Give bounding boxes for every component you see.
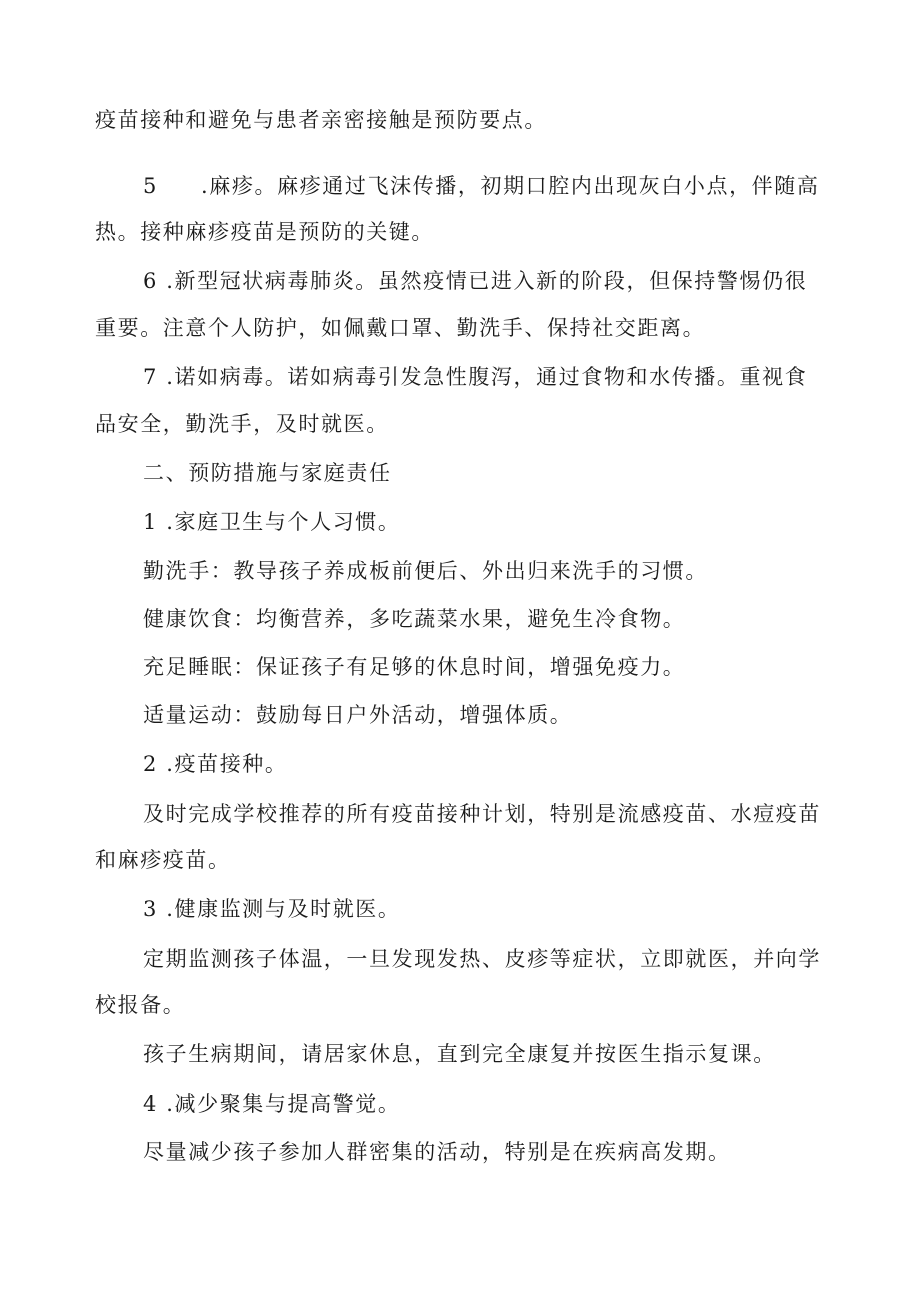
- subsection-2-line-2: 和麻疹疫苗。: [95, 848, 231, 872]
- subsection-1-exercise: 适量运动：鼓励每日户外活动，增强体质。: [143, 703, 573, 727]
- item-5-line-1: [143, 172, 819, 200]
- subsection-4-line-1: 尽量减少孩子参加人群密集的活动，特别是在疾病高发期。: [143, 1140, 731, 1164]
- item-7-line-2: 品安全，勤洗手，及时就医。: [95, 412, 389, 436]
- subsection-1-diet: 健康饮食：均衡营养，多吃蔬菜水果，避免生冷食物。: [143, 607, 686, 631]
- item-7-line-1: 7 .诺如病毒。诺如病毒引发急性腹泻，通过食物和水传播。重视食: [143, 365, 808, 389]
- subsection-3-heading: 3 .健康监测与及时就医。: [143, 897, 401, 921]
- item-5-number: 5: [143, 174, 158, 198]
- subsection-3-line-1: 定期监测孩子体温，一旦发现发热、皮疹等症状，立即就医，并向学: [143, 947, 821, 971]
- item-5-line-2: 热。接种麻疹疫苗是预防的关键。: [95, 220, 434, 244]
- subsection-1-heading: 1 .家庭卫生与个人习惯。: [143, 510, 401, 534]
- subsection-1-handwashing: 勤洗手：教导孩子养成板前便后、外出归来洗手的习惯。: [143, 559, 708, 583]
- subsection-4-heading: 4 .减少聚集与提高警觉。: [143, 1092, 401, 1116]
- subsection-3-sick-leave: 孩子生病期间，请居家休息，直到完全康复并按医生指示复课。: [143, 1042, 776, 1066]
- section-2-heading: 二、预防措施与家庭责任: [143, 461, 392, 485]
- subsection-3-line-2: 校报备。: [95, 993, 186, 1017]
- subsection-2-line-1: 及时完成学校推荐的所有疫苗接种计划，特别是流感疫苗、水痘疫苗: [143, 802, 821, 826]
- subsection-2-heading: 2 .疫苗接种。: [143, 752, 288, 776]
- paragraph-continuation: 疫苗接种和避免与患者亲密接触是预防要点。: [95, 108, 547, 132]
- item-6-line-1: 6 .新型冠状病毒肺炎。虽然疫情已进入新的阶段，但保持警惕仍很: [143, 269, 808, 293]
- subsection-1-sleep: 充足睡眠：保证孩子有足够的休息时间，增强免疫力。: [143, 655, 686, 679]
- item-5-text: .麻疹。麻疹通过飞沫传播，初期口腔内出现灰白小点，伴随高: [201, 174, 820, 198]
- item-6-line-2: 重要。注意个人防护，如佩戴口罩、勤洗手、保持社交距离。: [95, 316, 706, 340]
